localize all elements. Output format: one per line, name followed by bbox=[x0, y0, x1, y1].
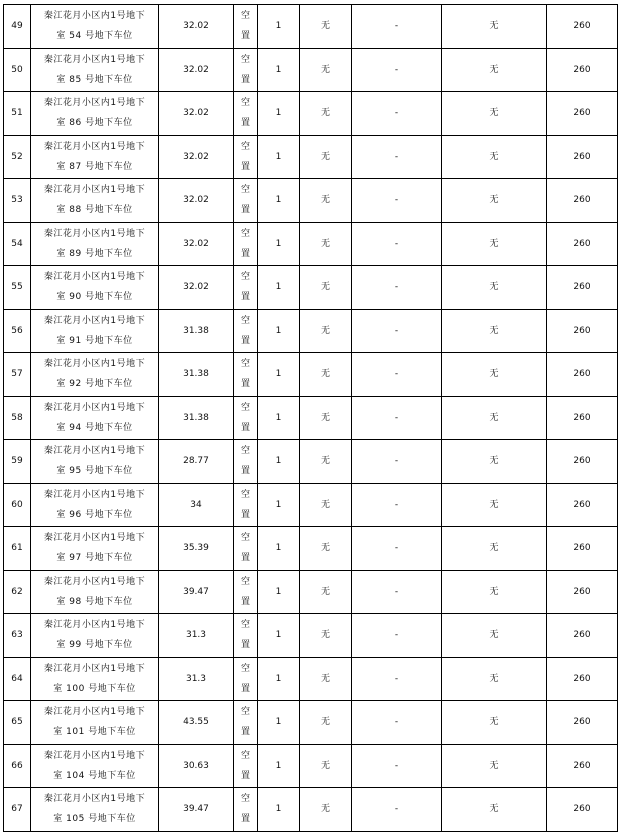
price-cell: 260 bbox=[547, 744, 618, 788]
location-cell bbox=[31, 309, 159, 353]
encumbrance-cell: 无 bbox=[300, 92, 352, 136]
usage-status-line-1: 空 bbox=[240, 54, 250, 65]
location-cell bbox=[31, 570, 159, 614]
usage-status-line-1: 空 bbox=[240, 228, 250, 239]
area-cell: 31.3 bbox=[159, 614, 234, 658]
remark-cell: 无 bbox=[442, 483, 547, 527]
usage-status-cell bbox=[234, 396, 258, 440]
encumbrance-cell: 无 bbox=[300, 396, 352, 440]
table-body bbox=[4, 5, 618, 832]
row-number-cell: 60 bbox=[4, 483, 31, 527]
usage-status-line-2: 置 bbox=[240, 292, 250, 303]
remark-cell: 无 bbox=[442, 570, 547, 614]
location-cell bbox=[31, 353, 159, 397]
area-cell: 35.39 bbox=[159, 527, 234, 571]
dash-cell: - bbox=[352, 48, 442, 92]
encumbrance-cell: 无 bbox=[300, 5, 352, 49]
location-line-1: 秦江花月小区内1号地下 bbox=[43, 533, 146, 544]
usage-status-line-2: 置 bbox=[240, 770, 250, 781]
remark-cell: 无 bbox=[442, 614, 547, 658]
usage-status-cell bbox=[234, 353, 258, 397]
area-cell: 32.02 bbox=[159, 179, 234, 223]
usage-status-cell bbox=[234, 440, 258, 484]
price-cell: 260 bbox=[547, 440, 618, 484]
encumbrance-cell: 无 bbox=[300, 788, 352, 832]
location-line-1: 秦江花月小区内1号地下 bbox=[43, 750, 146, 761]
usage-status-cell bbox=[234, 527, 258, 571]
usage-status-line-1: 空 bbox=[240, 663, 250, 674]
remark-cell: 无 bbox=[442, 309, 547, 353]
area-cell: 43.55 bbox=[159, 701, 234, 745]
row-number-cell: 55 bbox=[4, 266, 31, 310]
row-number-cell: 49 bbox=[4, 5, 31, 49]
usage-status-line-2: 置 bbox=[240, 205, 250, 216]
remark-cell: 无 bbox=[442, 396, 547, 440]
quantity-cell: 1 bbox=[258, 222, 300, 266]
area-cell: 32.02 bbox=[159, 222, 234, 266]
row-number-cell: 57 bbox=[4, 353, 31, 397]
row-number-cell: 52 bbox=[4, 135, 31, 179]
location-cell bbox=[31, 135, 159, 179]
row-number-cell: 53 bbox=[4, 179, 31, 223]
location-line-1: 秦江花月小区内1号地下 bbox=[43, 402, 146, 413]
area-cell: 32.02 bbox=[159, 5, 234, 49]
table-row bbox=[4, 396, 618, 440]
usage-status-line-2: 置 bbox=[240, 553, 250, 564]
location-cell bbox=[31, 396, 159, 440]
location-line-2: 室 91 号地下车位 bbox=[56, 335, 133, 346]
area-cell: 32.02 bbox=[159, 48, 234, 92]
price-cell: 260 bbox=[547, 222, 618, 266]
location-cell bbox=[31, 5, 159, 49]
location-cell bbox=[31, 657, 159, 701]
table-row bbox=[4, 614, 618, 658]
row-number-cell: 61 bbox=[4, 527, 31, 571]
location-line-2: 室 86 号地下车位 bbox=[56, 118, 133, 129]
parking-space-table bbox=[3, 4, 618, 832]
usage-status-cell bbox=[234, 92, 258, 136]
location-cell bbox=[31, 92, 159, 136]
location-line-2: 室 96 号地下车位 bbox=[56, 509, 133, 520]
location-cell bbox=[31, 222, 159, 266]
table-row bbox=[4, 266, 618, 310]
price-cell: 260 bbox=[547, 92, 618, 136]
location-line-2: 室 87 号地下车位 bbox=[56, 161, 133, 172]
area-cell: 31.3 bbox=[159, 657, 234, 701]
usage-status-cell bbox=[234, 788, 258, 832]
dash-cell: - bbox=[352, 614, 442, 658]
remark-cell: 无 bbox=[442, 135, 547, 179]
location-line-1: 秦江花月小区内1号地下 bbox=[43, 315, 146, 326]
usage-status-cell bbox=[234, 179, 258, 223]
quantity-cell: 1 bbox=[258, 788, 300, 832]
usage-status-cell bbox=[234, 266, 258, 310]
location-line-1: 秦江花月小区内1号地下 bbox=[43, 620, 146, 631]
usage-status-cell bbox=[234, 309, 258, 353]
table-row bbox=[4, 483, 618, 527]
area-cell: 28.77 bbox=[159, 440, 234, 484]
usage-status-line-1: 空 bbox=[240, 402, 250, 413]
location-line-2: 室 94 号地下车位 bbox=[56, 422, 133, 433]
table-row bbox=[4, 179, 618, 223]
usage-status-line-1: 空 bbox=[240, 576, 250, 587]
area-cell: 32.02 bbox=[159, 135, 234, 179]
area-cell: 30.63 bbox=[159, 744, 234, 788]
location-line-1: 秦江花月小区内1号地下 bbox=[43, 794, 146, 805]
quantity-cell: 1 bbox=[258, 614, 300, 658]
usage-status-line-1: 空 bbox=[240, 11, 250, 22]
location-line-2: 室 105 号地下车位 bbox=[53, 814, 136, 825]
dash-cell: - bbox=[352, 135, 442, 179]
price-cell: 260 bbox=[547, 527, 618, 571]
usage-status-cell bbox=[234, 657, 258, 701]
row-number-cell: 58 bbox=[4, 396, 31, 440]
remark-cell: 无 bbox=[442, 222, 547, 266]
location-line-2: 室 100 号地下车位 bbox=[53, 683, 136, 694]
price-cell: 260 bbox=[547, 701, 618, 745]
dash-cell: - bbox=[352, 222, 442, 266]
encumbrance-cell: 无 bbox=[300, 744, 352, 788]
row-number-cell: 62 bbox=[4, 570, 31, 614]
remark-cell: 无 bbox=[442, 527, 547, 571]
encumbrance-cell: 无 bbox=[300, 657, 352, 701]
location-cell bbox=[31, 701, 159, 745]
area-cell: 39.47 bbox=[159, 570, 234, 614]
usage-status-line-2: 置 bbox=[240, 596, 250, 607]
dash-cell: - bbox=[352, 309, 442, 353]
remark-cell: 无 bbox=[442, 353, 547, 397]
usage-status-line-2: 置 bbox=[240, 379, 250, 390]
price-cell: 260 bbox=[547, 614, 618, 658]
usage-status-line-2: 置 bbox=[240, 509, 250, 520]
price-cell: 260 bbox=[547, 788, 618, 832]
location-cell bbox=[31, 788, 159, 832]
price-cell: 260 bbox=[547, 5, 618, 49]
table-row bbox=[4, 744, 618, 788]
price-cell: 260 bbox=[547, 135, 618, 179]
quantity-cell: 1 bbox=[258, 527, 300, 571]
location-line-2: 室 92 号地下车位 bbox=[56, 379, 133, 390]
dash-cell: - bbox=[352, 440, 442, 484]
location-line-1: 秦江花月小区内1号地下 bbox=[43, 272, 146, 283]
usage-status-line-2: 置 bbox=[240, 727, 250, 738]
encumbrance-cell: 无 bbox=[300, 179, 352, 223]
table-row bbox=[4, 309, 618, 353]
location-line-2: 室 98 号地下车位 bbox=[56, 596, 133, 607]
usage-status-line-1: 空 bbox=[240, 98, 250, 109]
encumbrance-cell: 无 bbox=[300, 222, 352, 266]
price-cell: 260 bbox=[547, 179, 618, 223]
location-line-1: 秦江花月小区内1号地下 bbox=[43, 359, 146, 370]
usage-status-line-1: 空 bbox=[240, 750, 250, 761]
dash-cell: - bbox=[352, 657, 442, 701]
table-row bbox=[4, 222, 618, 266]
dash-cell: - bbox=[352, 788, 442, 832]
location-line-1: 秦江花月小区内1号地下 bbox=[43, 54, 146, 65]
usage-status-line-1: 空 bbox=[240, 489, 250, 500]
usage-status-cell bbox=[234, 135, 258, 179]
location-line-2: 室 88 号地下车位 bbox=[56, 205, 133, 216]
location-line-2: 室 99 号地下车位 bbox=[56, 640, 133, 651]
location-cell bbox=[31, 266, 159, 310]
usage-status-cell bbox=[234, 570, 258, 614]
quantity-cell: 1 bbox=[258, 179, 300, 223]
row-number-cell: 59 bbox=[4, 440, 31, 484]
row-number-cell: 50 bbox=[4, 48, 31, 92]
remark-cell: 无 bbox=[442, 266, 547, 310]
encumbrance-cell: 无 bbox=[300, 135, 352, 179]
usage-status-line-1: 空 bbox=[240, 315, 250, 326]
location-line-1: 秦江花月小区内1号地下 bbox=[43, 663, 146, 674]
table-row bbox=[4, 48, 618, 92]
table-row bbox=[4, 440, 618, 484]
usage-status-cell bbox=[234, 614, 258, 658]
usage-status-line-2: 置 bbox=[240, 31, 250, 42]
location-line-1: 秦江花月小区内1号地下 bbox=[43, 707, 146, 718]
row-number-cell: 66 bbox=[4, 744, 31, 788]
usage-status-line-2: 置 bbox=[240, 161, 250, 172]
price-cell: 260 bbox=[547, 48, 618, 92]
encumbrance-cell: 无 bbox=[300, 483, 352, 527]
usage-status-cell bbox=[234, 5, 258, 49]
table-row bbox=[4, 135, 618, 179]
dash-cell: - bbox=[352, 5, 442, 49]
quantity-cell: 1 bbox=[258, 353, 300, 397]
encumbrance-cell: 无 bbox=[300, 440, 352, 484]
encumbrance-cell: 无 bbox=[300, 701, 352, 745]
quantity-cell: 1 bbox=[258, 440, 300, 484]
quantity-cell: 1 bbox=[258, 701, 300, 745]
table-row bbox=[4, 92, 618, 136]
usage-status-line-1: 空 bbox=[240, 794, 250, 805]
location-cell bbox=[31, 527, 159, 571]
quantity-cell: 1 bbox=[258, 483, 300, 527]
usage-status-line-2: 置 bbox=[240, 335, 250, 346]
row-number-cell: 65 bbox=[4, 701, 31, 745]
location-cell bbox=[31, 440, 159, 484]
quantity-cell: 1 bbox=[258, 657, 300, 701]
usage-status-line-2: 置 bbox=[240, 683, 250, 694]
quantity-cell: 1 bbox=[258, 48, 300, 92]
encumbrance-cell: 无 bbox=[300, 266, 352, 310]
dash-cell: - bbox=[352, 92, 442, 136]
dash-cell: - bbox=[352, 744, 442, 788]
usage-status-line-2: 置 bbox=[240, 422, 250, 433]
encumbrance-cell: 无 bbox=[300, 353, 352, 397]
location-line-1: 秦江花月小区内1号地下 bbox=[43, 446, 146, 457]
usage-status-line-2: 置 bbox=[240, 248, 250, 259]
location-line-2: 室 54 号地下车位 bbox=[56, 31, 133, 42]
remark-cell: 无 bbox=[442, 179, 547, 223]
row-number-cell: 63 bbox=[4, 614, 31, 658]
table-row bbox=[4, 527, 618, 571]
quantity-cell: 1 bbox=[258, 135, 300, 179]
row-number-cell: 64 bbox=[4, 657, 31, 701]
dash-cell: - bbox=[352, 570, 442, 614]
area-cell: 31.38 bbox=[159, 353, 234, 397]
price-cell: 260 bbox=[547, 570, 618, 614]
usage-status-line-1: 空 bbox=[240, 707, 250, 718]
encumbrance-cell: 无 bbox=[300, 48, 352, 92]
area-cell: 31.38 bbox=[159, 309, 234, 353]
location-cell bbox=[31, 179, 159, 223]
price-cell: 260 bbox=[547, 266, 618, 310]
table-row bbox=[4, 657, 618, 701]
price-cell: 260 bbox=[547, 657, 618, 701]
usage-status-line-1: 空 bbox=[240, 620, 250, 631]
price-cell: 260 bbox=[547, 396, 618, 440]
dash-cell: - bbox=[352, 527, 442, 571]
dash-cell: - bbox=[352, 701, 442, 745]
quantity-cell: 1 bbox=[258, 92, 300, 136]
usage-status-cell bbox=[234, 701, 258, 745]
usage-status-line-1: 空 bbox=[240, 272, 250, 283]
location-line-2: 室 85 号地下车位 bbox=[56, 74, 133, 85]
location-line-1: 秦江花月小区内1号地下 bbox=[43, 576, 146, 587]
encumbrance-cell: 无 bbox=[300, 309, 352, 353]
remark-cell: 无 bbox=[442, 5, 547, 49]
usage-status-cell bbox=[234, 222, 258, 266]
table-row bbox=[4, 5, 618, 49]
dash-cell: - bbox=[352, 396, 442, 440]
usage-status-line-2: 置 bbox=[240, 74, 250, 85]
remark-cell: 无 bbox=[442, 48, 547, 92]
usage-status-line-1: 空 bbox=[240, 446, 250, 457]
remark-cell: 无 bbox=[442, 92, 547, 136]
location-line-1: 秦江花月小区内1号地下 bbox=[43, 141, 146, 152]
price-cell: 260 bbox=[547, 353, 618, 397]
location-cell bbox=[31, 614, 159, 658]
dash-cell: - bbox=[352, 266, 442, 310]
location-line-1: 秦江花月小区内1号地下 bbox=[43, 11, 146, 22]
remark-cell: 无 bbox=[442, 657, 547, 701]
remark-cell: 无 bbox=[442, 744, 547, 788]
location-cell bbox=[31, 483, 159, 527]
location-line-2: 室 97 号地下车位 bbox=[56, 553, 133, 564]
remark-cell: 无 bbox=[442, 440, 547, 484]
quantity-cell: 1 bbox=[258, 744, 300, 788]
usage-status-cell bbox=[234, 48, 258, 92]
usage-status-cell bbox=[234, 483, 258, 527]
remark-cell: 无 bbox=[442, 701, 547, 745]
location-line-2: 室 101 号地下车位 bbox=[53, 727, 136, 738]
table-row bbox=[4, 353, 618, 397]
price-cell: 260 bbox=[547, 309, 618, 353]
dash-cell: - bbox=[352, 179, 442, 223]
table-row bbox=[4, 570, 618, 614]
row-number-cell: 67 bbox=[4, 788, 31, 832]
row-number-cell: 51 bbox=[4, 92, 31, 136]
quantity-cell: 1 bbox=[258, 5, 300, 49]
usage-status-line-1: 空 bbox=[240, 533, 250, 544]
quantity-cell: 1 bbox=[258, 570, 300, 614]
encumbrance-cell: 无 bbox=[300, 614, 352, 658]
location-line-2: 室 89 号地下车位 bbox=[56, 248, 133, 259]
usage-status-line-1: 空 bbox=[240, 359, 250, 370]
location-line-2: 室 104 号地下车位 bbox=[53, 770, 136, 781]
table-row bbox=[4, 701, 618, 745]
location-line-2: 室 95 号地下车位 bbox=[56, 466, 133, 477]
area-cell: 31.38 bbox=[159, 396, 234, 440]
usage-status-line-1: 空 bbox=[240, 141, 250, 152]
dash-cell: - bbox=[352, 353, 442, 397]
location-line-2: 室 90 号地下车位 bbox=[56, 292, 133, 303]
usage-status-line-2: 置 bbox=[240, 118, 250, 129]
usage-status-cell bbox=[234, 744, 258, 788]
price-cell: 260 bbox=[547, 483, 618, 527]
area-cell: 32.02 bbox=[159, 92, 234, 136]
encumbrance-cell: 无 bbox=[300, 527, 352, 571]
quantity-cell: 1 bbox=[258, 396, 300, 440]
table-row bbox=[4, 788, 618, 832]
location-cell bbox=[31, 744, 159, 788]
row-number-cell: 54 bbox=[4, 222, 31, 266]
area-cell: 32.02 bbox=[159, 266, 234, 310]
usage-status-line-2: 置 bbox=[240, 814, 250, 825]
quantity-cell: 1 bbox=[258, 266, 300, 310]
dash-cell: - bbox=[352, 483, 442, 527]
location-line-1: 秦江花月小区内1号地下 bbox=[43, 185, 146, 196]
usage-status-line-2: 置 bbox=[240, 640, 250, 651]
location-line-1: 秦江花月小区内1号地下 bbox=[43, 98, 146, 109]
location-line-1: 秦江花月小区内1号地下 bbox=[43, 228, 146, 239]
location-cell bbox=[31, 48, 159, 92]
area-cell: 39.47 bbox=[159, 788, 234, 832]
area-cell: 34 bbox=[159, 483, 234, 527]
encumbrance-cell: 无 bbox=[300, 570, 352, 614]
location-line-1: 秦江花月小区内1号地下 bbox=[43, 489, 146, 500]
usage-status-line-1: 空 bbox=[240, 185, 250, 196]
remark-cell: 无 bbox=[442, 788, 547, 832]
quantity-cell: 1 bbox=[258, 309, 300, 353]
row-number-cell: 56 bbox=[4, 309, 31, 353]
usage-status-line-2: 置 bbox=[240, 466, 250, 477]
